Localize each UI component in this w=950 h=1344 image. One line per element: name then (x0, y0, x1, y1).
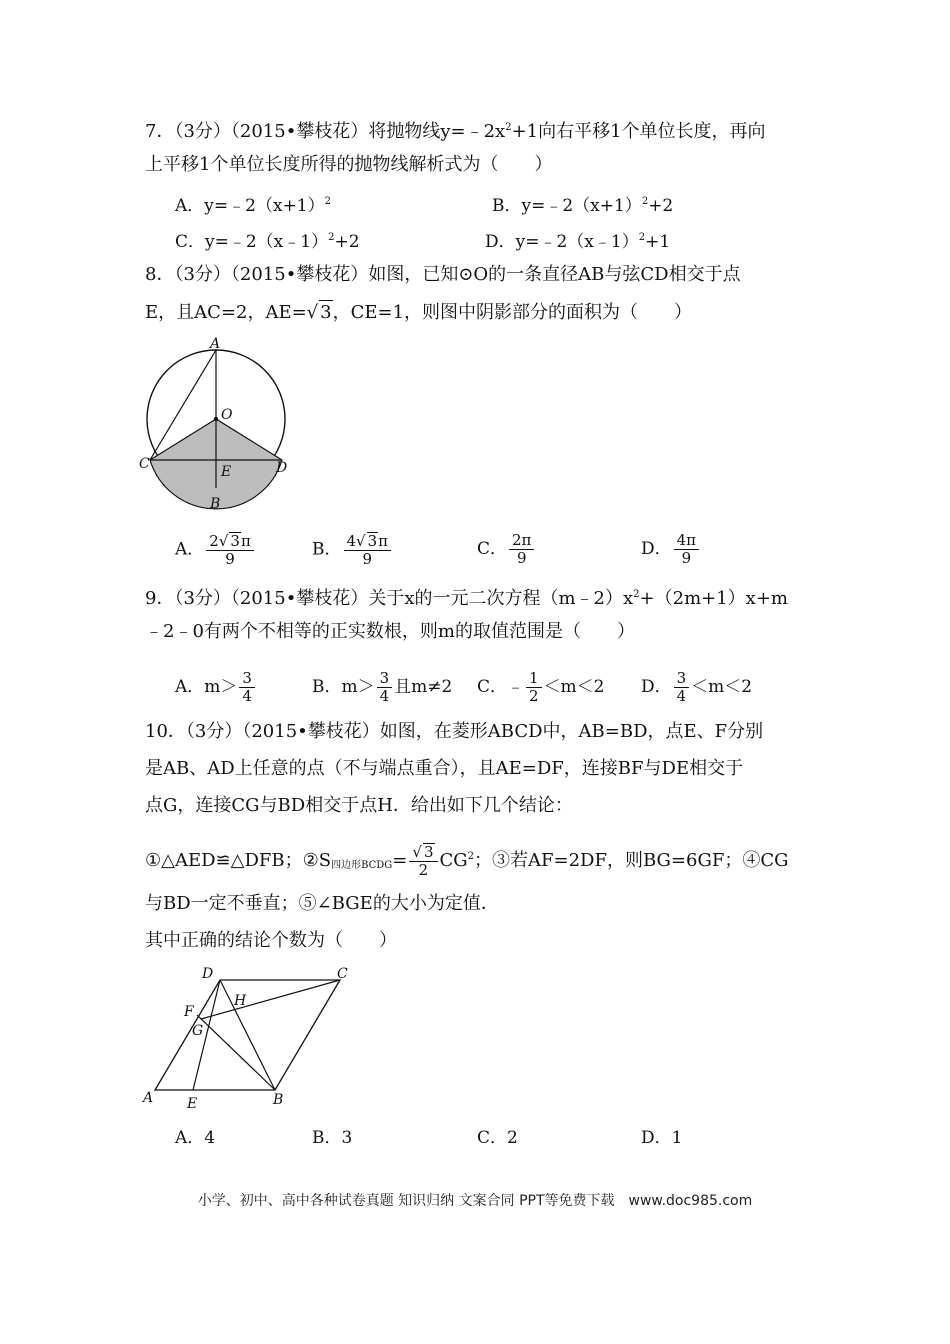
q9-option-b-den: 4 (379, 687, 390, 705)
q9-option-d-num: 3 (674, 670, 690, 688)
q9-option-a-num: 3 (239, 670, 255, 688)
q10-text-d: ；③若AF=2DF，则BG=6GF；④CG (474, 850, 789, 871)
q8-label-d: D (276, 460, 288, 476)
q7-option-d-exp: 2 (638, 232, 646, 243)
q10-text-a: ①△AED≌△DFB；②S (145, 850, 332, 871)
q7-option-d (485, 226, 670, 254)
q9-option-d (641, 670, 752, 705)
q10-line5: 与BD一定不垂直；⑤∠BGE的大小为定值． (145, 893, 499, 914)
q7-option-c-exp: 2 (328, 232, 335, 243)
q10-line3: 点G，连接CG与BD相交于点H．给出如下几个结论： (145, 795, 573, 816)
q8-option-a-num: 2√ 3π (206, 532, 254, 551)
q7-option-b-tail: +2 (648, 196, 674, 216)
q8-option-d (641, 532, 701, 567)
q8-option-c-label: C． (477, 539, 508, 559)
q8-text-a: E，且AC=2，AE= (145, 302, 307, 323)
q7-option-b-text: B．y=﹣2（x+1） (492, 196, 642, 216)
q7-line1 (145, 116, 766, 144)
q9-option-a-den: 4 (242, 687, 252, 705)
q9-option-d-den: 4 (676, 687, 687, 705)
q9-text-a: 9．（3分）（2015•攀枝花）关于x的一元二次方程（m﹣2）x (145, 588, 634, 609)
q8-option-a (175, 532, 256, 568)
q7-option-c (175, 226, 360, 254)
q8-option-b-den: 9 (362, 550, 373, 568)
q8-option-a-den: 9 (225, 550, 235, 568)
q10-label-d: D (202, 966, 214, 982)
q9-option-a-frac (239, 670, 255, 705)
q10-option-a: A．4 (175, 1128, 216, 1148)
q8-label-a: A (210, 336, 221, 352)
q10-option-d: D．1 (641, 1128, 683, 1148)
q10-label-b: B (273, 1092, 284, 1108)
q9-text-b: +（2m+1）x+m (639, 588, 788, 609)
q9-option-b-tail: 且m≠2 (394, 677, 453, 697)
q10-segment-bf (197, 1015, 275, 1090)
q7-option-c-text: C．y=﹣2（x﹣1） (175, 232, 329, 252)
q10-label-e: E (187, 1096, 198, 1112)
q8-label-e: E (221, 464, 232, 480)
q10-label-f: F (184, 1004, 194, 1020)
q10-label-g: G (192, 1023, 204, 1039)
q8-option-a-frac (206, 532, 254, 568)
q10-exp: 2 (467, 851, 475, 862)
q10-rhombus-diagram (135, 960, 365, 1115)
q8-option-b-frac (344, 532, 392, 568)
q10-option-c: C．2 (477, 1128, 518, 1148)
q7-option-a (175, 190, 331, 218)
q8-option-c-frac (509, 532, 534, 567)
q10-frac (409, 843, 437, 879)
q9-option-b-frac (377, 670, 393, 705)
page-footer: 小学、初中、高中各种试卷真题 知识归纳 文案合同 PPT等免费下载 www.doc985.com (197, 1193, 753, 1209)
q9-option-c-label: C．﹣ (477, 677, 525, 697)
q8-text-b: ，CE=1，则图中阴影部分的面积为（ ） (332, 302, 693, 323)
q8-option-b-num: 4√ 3π (344, 532, 392, 551)
q10-frac-den: 2 (418, 861, 429, 879)
q8-option-d-num: 4π (674, 532, 699, 550)
q10-sqrt: 3 (423, 843, 434, 861)
q10-label-a: A (143, 1090, 154, 1106)
q8-sqrt: 3 (320, 302, 332, 323)
q8-option-b-coef: 4 (346, 532, 357, 550)
q9-option-b-label: B．m＞ (312, 677, 375, 697)
q9-option-c-tail: ＜m＜2 (543, 677, 605, 697)
q8-option-c (477, 532, 536, 567)
q8-label-c: C (139, 456, 150, 472)
q8-option-a-coef: 2 (209, 532, 219, 550)
q10-equals: = (392, 850, 408, 871)
q9-exp: 2 (633, 589, 640, 600)
q8-option-b (312, 532, 393, 568)
q10-segment-cg (201, 980, 340, 1019)
q10-line4 (145, 843, 788, 879)
q9-option-b-num: 3 (377, 670, 393, 688)
q9-option-d-tail: ＜m＜2 (691, 677, 753, 697)
q8-option-d-den: 9 (681, 549, 692, 567)
q8-option-a-pi: π (240, 532, 251, 550)
q7-option-b (492, 190, 673, 218)
q10-subscript: 四边形BCDG (331, 860, 393, 871)
q10-option-b: B．3 (312, 1128, 353, 1148)
q8-label-o: O (221, 407, 233, 423)
q10-line2: 是AB、AD上任意的点（不与端点重合），且AE=DF，连接BF与DE相交于 (145, 758, 744, 779)
q9-option-c-frac (526, 670, 542, 705)
q10-line1: 10．（3分）（2015•攀枝花）如图，在菱形ABCD中，AB=BD，点E、F分别 (145, 721, 764, 742)
q7-option-a-exp: 2 (324, 196, 331, 207)
q7-text-b: +1向右平移1个单位长度，再向 (511, 121, 766, 142)
q8-option-c-num: 2π (509, 532, 534, 550)
q8-option-c-den: 9 (516, 549, 527, 567)
q10-label-c: C (337, 966, 348, 982)
q10-line6: 其中正确的结论个数为（ ） (145, 930, 397, 951)
q9-line1 (145, 583, 788, 611)
q9-option-b (312, 670, 452, 705)
q7-text-a: 7．（3分）（2015•攀枝花）将抛物线y=﹣2x (145, 121, 506, 142)
q8-label-b: B (210, 496, 221, 512)
q7-option-c-tail: +2 (334, 232, 360, 252)
q8-option-a-sqrt: 3 (230, 532, 240, 550)
q10-diagonal-bd (220, 980, 275, 1090)
q8-option-b-sqrt: 3 (367, 532, 378, 550)
q8-option-b-label: B． (312, 539, 342, 560)
q7-option-d-text: D．y=﹣2（x﹣1） (485, 232, 639, 252)
q8-circle-diagram (135, 335, 295, 515)
q9-line2: ﹣2﹣0有两个不相等的正实数根，则m的取值范围是（ ） (145, 621, 635, 642)
q8-option-b-pi: π (378, 532, 389, 550)
q9-option-d-label: D． (641, 677, 672, 697)
q8-line1: 8．（3分）（2015•攀枝花）如图，已知⊙O的一条直径AB与弦CD相交于点 (145, 264, 741, 285)
q7-exp: 2 (505, 122, 512, 133)
q9-option-a-label: A．m＞ (175, 677, 238, 697)
q7-option-d-tail: +1 (645, 232, 671, 252)
q10-label-h: H (234, 993, 247, 1009)
q9-option-a (175, 670, 257, 705)
q7-option-a-text: A．y=﹣2（x+1） (175, 196, 325, 216)
q8-center-dot (214, 417, 218, 421)
q8-option-a-label: A． (175, 539, 205, 560)
q9-option-c-den: 2 (529, 687, 539, 705)
q8-option-d-frac (674, 532, 699, 567)
q8-line2: E，且AC=2，AE=√ 3，CE=1，则图中阴影部分的面积为（ ） (145, 302, 693, 323)
q10-text-c: CG (439, 850, 468, 871)
q7-line2: 上平移1个单位长度所得的抛物线解析式为（ ） (145, 154, 553, 175)
q8-option-d-label: D． (641, 539, 672, 559)
q9-option-c (477, 670, 605, 705)
q9-option-c-num: 1 (526, 670, 542, 688)
q10-frac-num: √ 3 (409, 843, 437, 862)
q7-option-b-exp: 2 (641, 196, 649, 207)
q9-option-d-frac (674, 670, 690, 705)
